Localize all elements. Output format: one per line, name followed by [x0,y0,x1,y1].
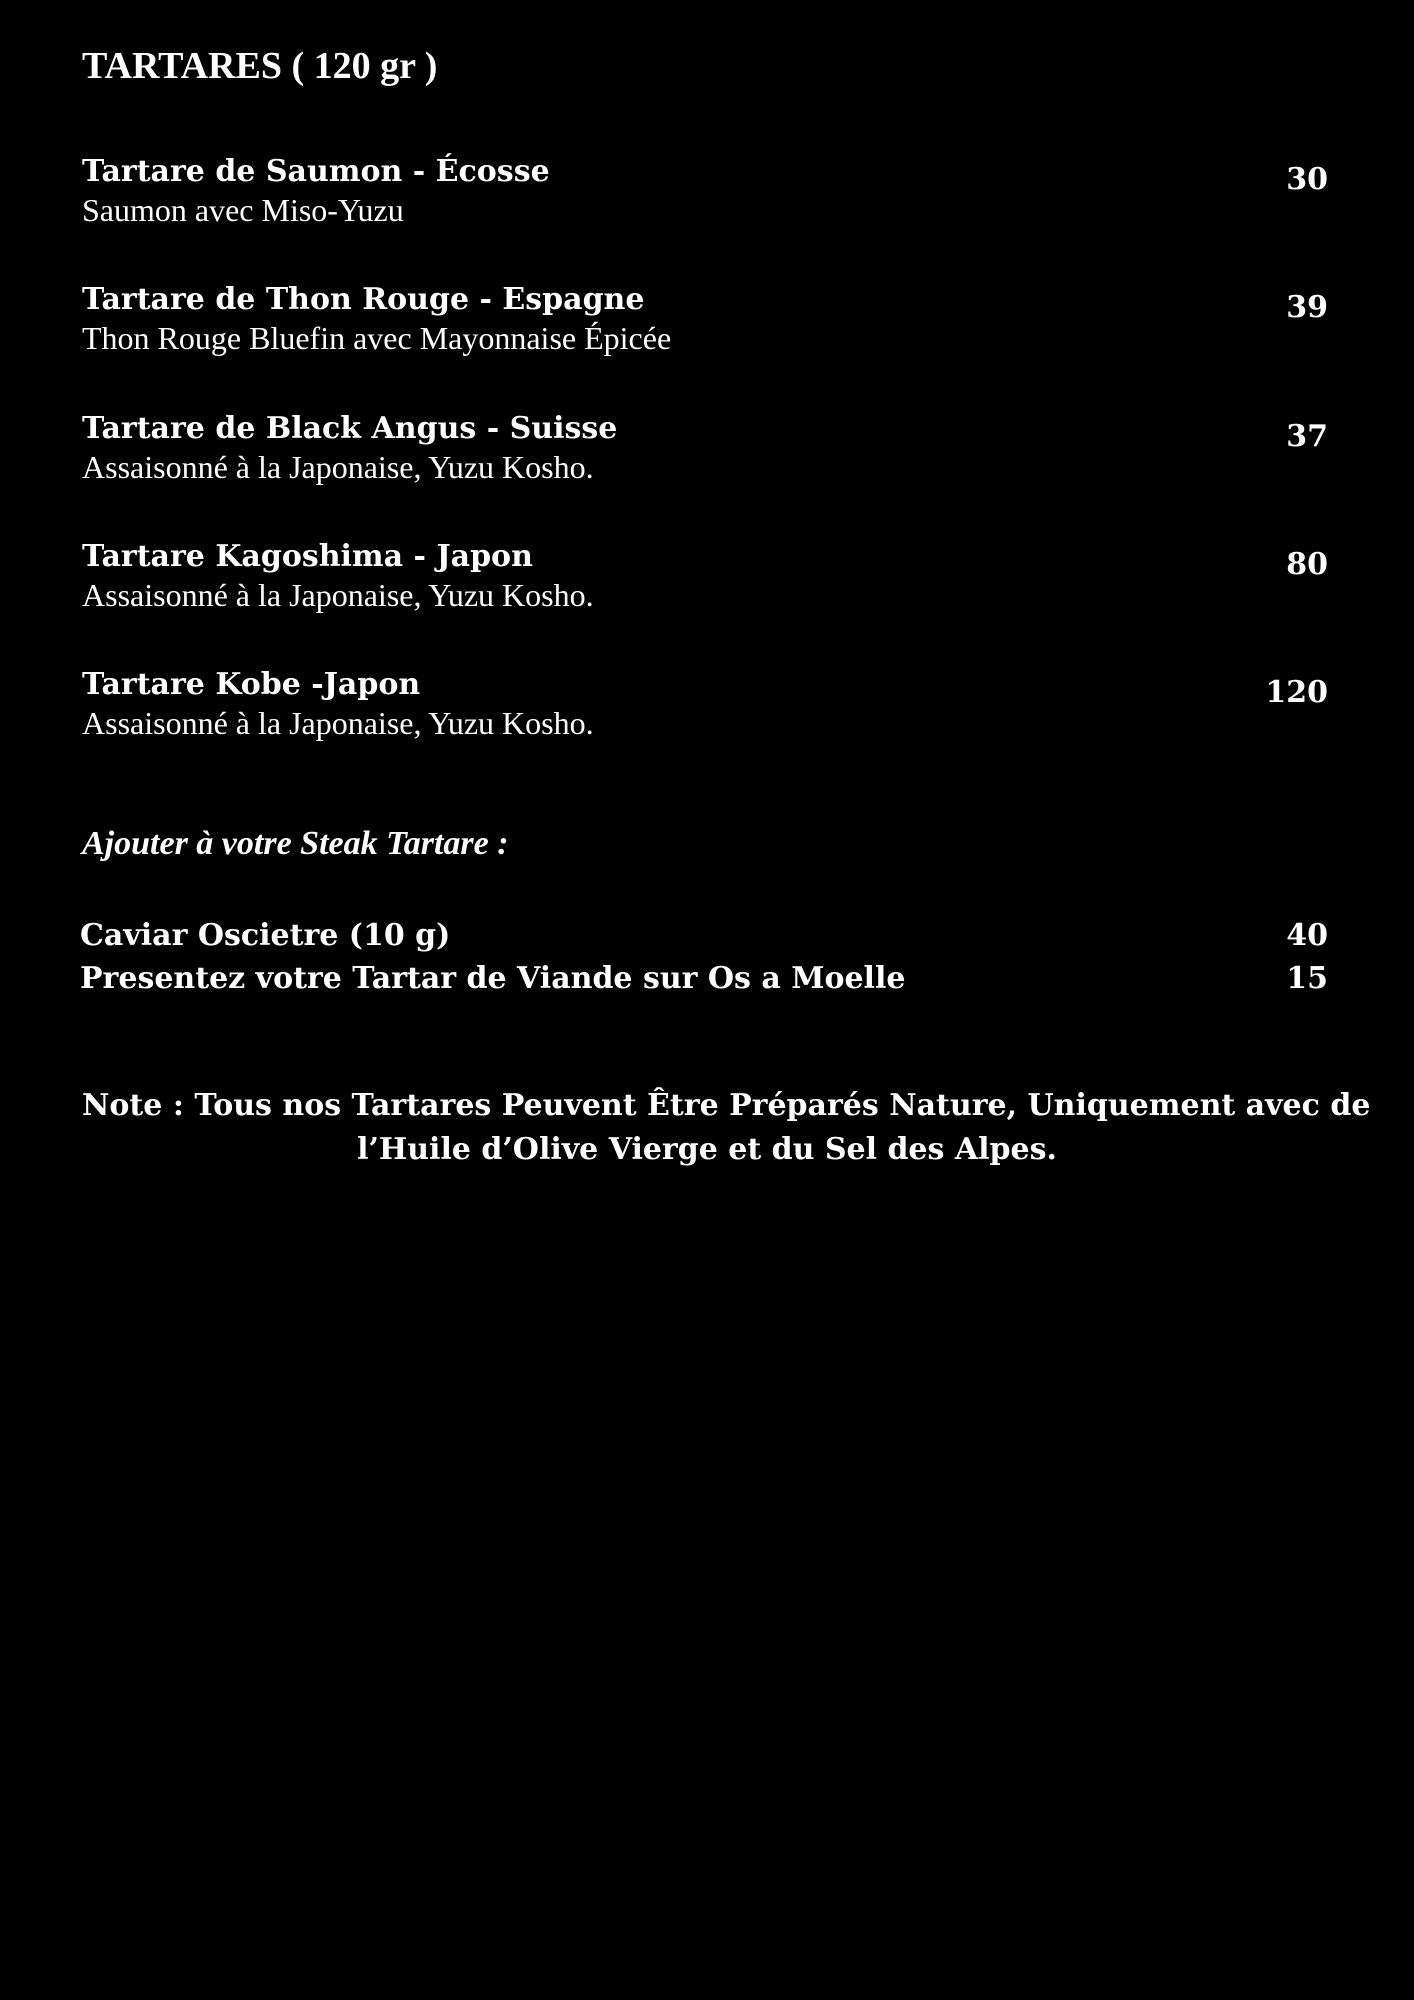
menu-item [82,538,1328,618]
addon-name: Presentez votre Tartar de Viande sur Os a Moelle [80,961,906,996]
item-description: Saumon avec Miso-Yuzu [82,192,404,228]
item-price: 39 [1286,290,1328,325]
item-description: Assaisonné à la Japonaise, Yuzu Kosho. [82,577,594,613]
menu-item [82,666,1328,746]
item-name: Tartare Kobe -Japon [82,667,421,702]
item-price: 30 [1286,162,1328,197]
item-price: 80 [1286,547,1328,582]
note-line: Note : Tous nos Tartares Peuvent Être Préparés Nature, Uniquement avec de [82,1088,1371,1123]
menu-item [82,281,1328,361]
addon-name: Caviar Oscietre (10 g) [80,918,451,953]
item-name: Tartare de Thon Rouge - Espagne [82,282,645,317]
addon-price: 15 [1286,961,1328,996]
menu-item [82,410,1328,490]
item-description: Assaisonné à la Japonaise, Yuzu Kosho. [82,705,594,741]
note-line: l’Huile d’Olive Vierge et du Sel des Alpes. [357,1132,1057,1167]
item-description: Assaisonné à la Japonaise, Yuzu Kosho. [82,449,594,485]
page-title: TARTARES ( 120 gr ) [82,45,438,87]
preparation-note [82,1084,1371,1172]
item-name: Tartare de Saumon - Écosse [82,154,550,189]
addon-price: 40 [1286,918,1328,953]
addon-item [80,915,1328,957]
item-price: 120 [1265,675,1328,710]
item-price: 37 [1286,419,1328,454]
addon-heading: Ajouter à votre Steak Tartare : [82,825,509,862]
item-description: Thon Rouge Bluefin avec Mayonnaise Épicée [82,320,672,356]
addon-item [80,958,1328,1000]
item-name: Tartare Kagoshima - Japon [82,539,533,574]
item-name: Tartare de Black Angus - Suisse [82,411,618,446]
menu-item [82,153,1328,233]
